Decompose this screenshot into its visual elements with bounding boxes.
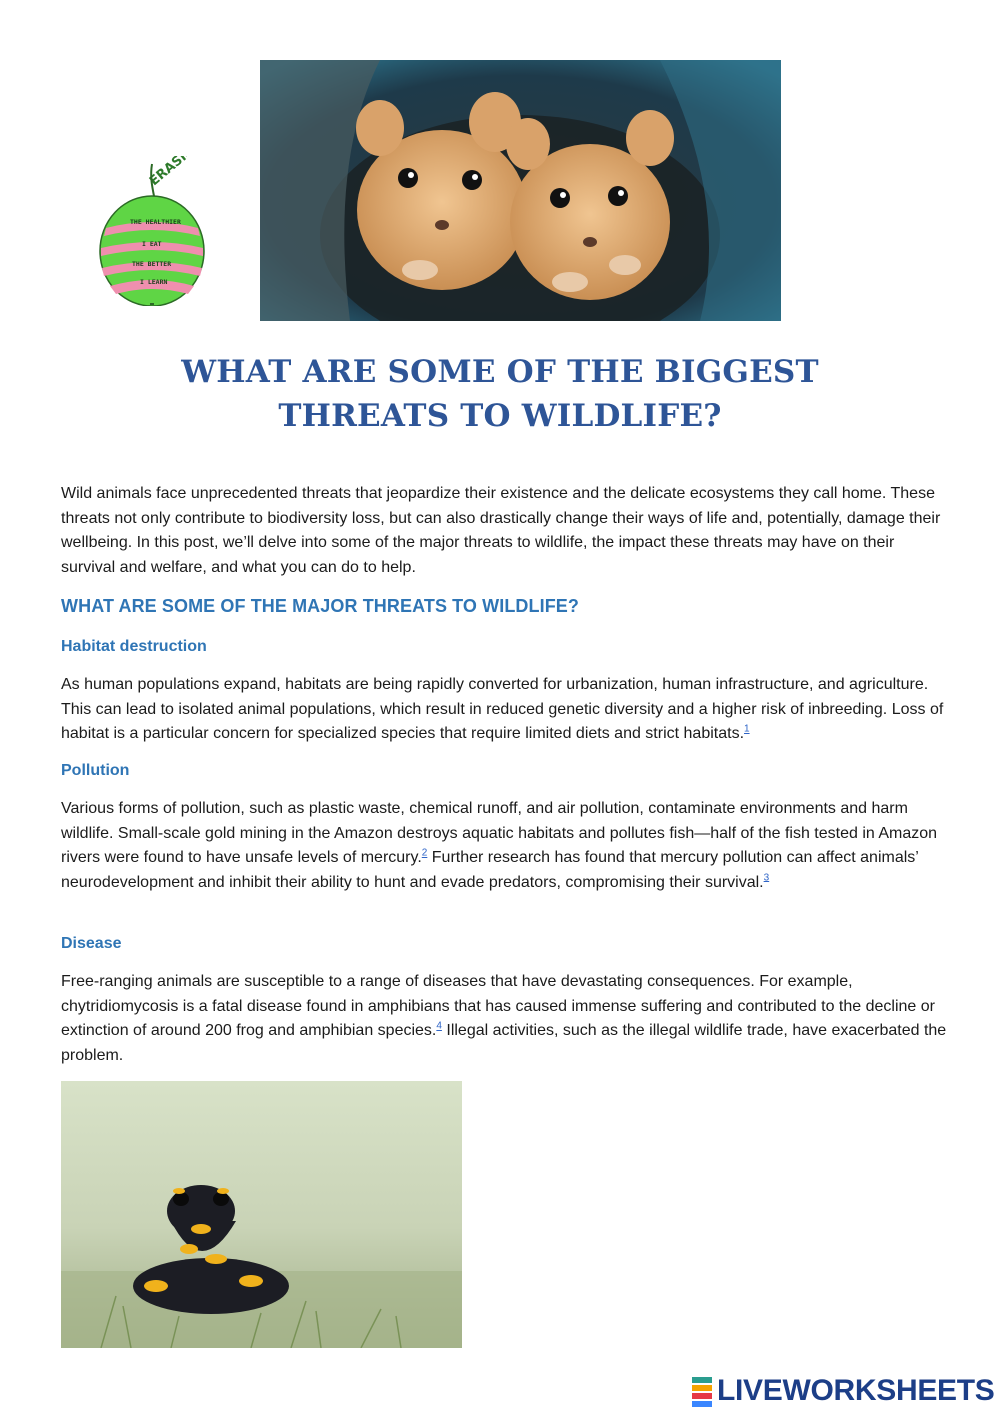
- disease-heading: Disease: [61, 935, 122, 952]
- section-heading: WHAT ARE SOME OF THE MAJOR THREATS TO WILDLIFE?: [61, 596, 580, 616]
- pollution-text-b: Further research has found that mercury pollution can affect animals’ neurodevelopment and inhibit their ability to hunt and evade predators, compromising their survival.: [61, 849, 919, 891]
- habitat-paragraph: [61, 673, 951, 747]
- ribbon-line-1: THE HEALTHIER: [130, 218, 181, 226]
- ribbon-line-2: I EAT: [142, 240, 162, 248]
- footnote-link-1[interactable]: 1: [744, 723, 750, 735]
- footnote-link-3[interactable]: 3: [763, 872, 770, 884]
- brand-bar-icon: [692, 1377, 712, 1383]
- habitat-heading: Habitat destruction: [61, 638, 207, 655]
- disease-text-b: Illegal activities, such as the illegal wildlife trade, have exacerbated the problem.: [61, 1022, 947, 1064]
- habitat-text: As human populations expand, habitats are being rapidly converted for urbanization, human infrastructure, and agriculture. This can lead to isolated animal populations, which result in reduced genetic diversity and a higher risk of inbreeding. Loss of habitat is a particular concern for specialized species that require limited diets and strict habitats.: [61, 676, 944, 742]
- salamander-photo: [61, 1081, 462, 1348]
- brand-bar-icon: [692, 1401, 712, 1407]
- page-title: WHAT ARE SOME OF THE BIGGEST THREATS TO WILDLIFE?: [181, 354, 819, 434]
- leaf-text: ERASMUS+: [146, 156, 220, 190]
- disease-paragraph: [61, 970, 951, 1068]
- disease-text-a: Free-ranging animals are susceptible to a range of diseases that have devastating consequences. For example, chytridiomycosis is a fatal disease found in amphibians that has caused immense suffering and contributed to the decline or extinction of around 200 frog and amphibian species.: [61, 973, 935, 1039]
- intro-paragraph: Wild animals face unprecedented threats that jeopardize their existence and the delicate ecosystems they call home. These threats not only contribute to biodiversity loss, but can also drastically change their ways of life and, potentially, damage their wellbeing. In this post, we’ll delve into some of the major threats to wildlife, the impact these threats may have on their survival and welfare, and what you can do to help.: [61, 485, 941, 576]
- pollution-paragraph: [61, 797, 951, 895]
- liveworksheets-brand[interactable]: [692, 1374, 995, 1408]
- brand-text: LIVEWORKSHEETS: [717, 1374, 995, 1407]
- pollution-heading: Pollution: [61, 762, 130, 779]
- ribbon-line-3: THE BETTER: [132, 260, 172, 268]
- brand-bar-icon: [692, 1385, 712, 1391]
- footnote-link-2[interactable]: 2: [421, 847, 428, 859]
- brand-bar-icon: [692, 1393, 712, 1399]
- ribbon-line-4: I LEARN: [140, 278, 168, 286]
- pollution-text-a: Various forms of pollution, such as plastic waste, chemical runoff, and air pollution, contaminate environments and harm wildlife. Small-scale gold mining in the Amazon destroys aquatic habitats and pollutes fish—half of the fish tested in Amazon rivers were found to have unsafe levels of mercury.: [61, 800, 938, 866]
- dormice-photo: [260, 60, 781, 321]
- erasmus-apple-logo: [92, 156, 242, 306]
- footnote-link-4[interactable]: 4: [436, 1020, 442, 1032]
